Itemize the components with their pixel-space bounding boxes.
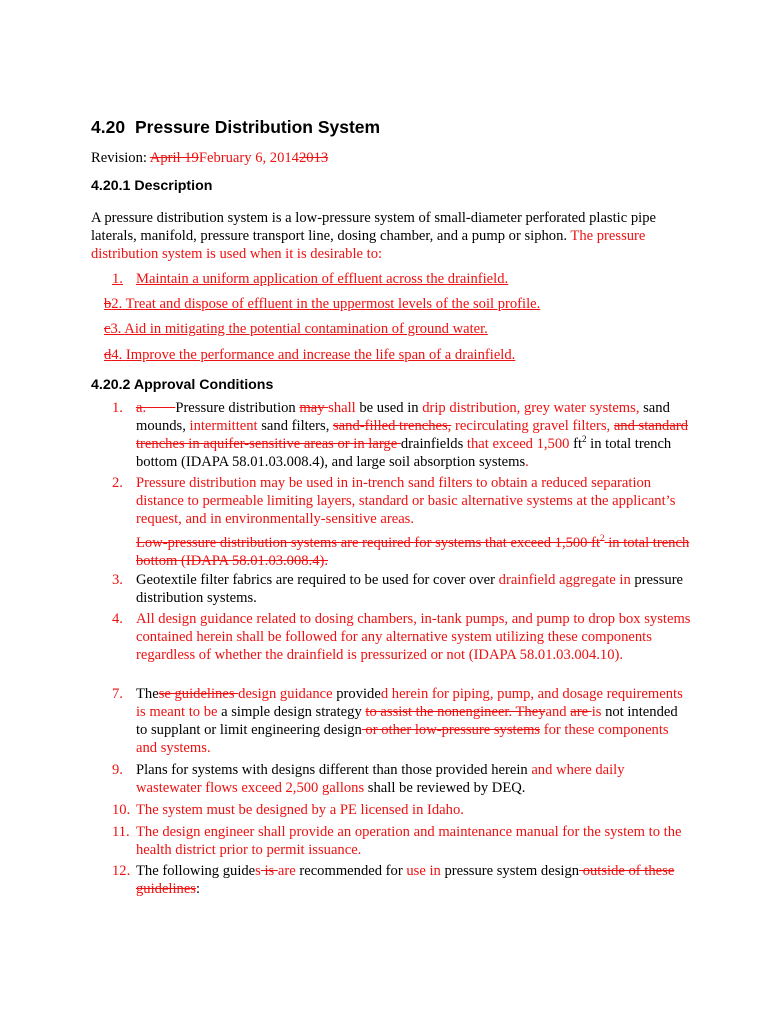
item-text: Pressure distribution may be used in in-trench sand filters to obtain a reduced separation distance to permeable limiting layers, standard or basic alternative systems at the applicant’s request, and in environmentally-sensitive areas. [136,475,676,527]
item-number: 3. [112,572,123,588]
section-number: 4.20 [91,117,126,137]
approval-item-12: 12. The following guides is are recommended for use in pressure system design outside of these guidelines: [112,863,675,897]
desc-item-old-letter: d [104,347,112,363]
old-label: a. [136,400,147,416]
item-number: 10. [112,802,131,818]
desc-list-item [104,320,684,338]
description-paragraph [91,209,686,263]
desc-item-number: 2. [111,296,123,312]
revision-line [91,149,686,167]
revision-new-date: February 6, 2014 [198,150,299,166]
item-text: All design guidance related to dosing chambers, in-tank pumps, and pump to drop box systems contained herein shall be followed for any alternative system utilizing these components regardless of whether the drainfield is pressurized or not (IDAPA 58.01.03.004.10). [136,611,691,663]
desc-item-text: Improve the performance and increase the life span of a drainfield. [125,347,516,363]
description-text: A pressure distribution system is a low-pressure system of small-diameter perforated plastic pipe laterals, manifold, pressure transport line, dosing chamber, and a pump or siphon. [91,210,656,244]
description-text-revised: The pressure distribution system is used when it is desirable to: [91,228,646,262]
item-number: 9. [112,762,123,778]
item-number: 1. [112,400,123,416]
approval-item-9: 9. Plans for systems with designs different than those provided herein and where daily wastewater flows exceed 2,500 gallons shall be reviewed by DEQ. [112,762,625,796]
approval-item-11 [112,823,692,859]
deleted-text: Low-pressure distribution systems are required for systems that exceed 1,500 $ft^2$ in total trench bottom (IDAPA 58.01.03.008.4). [136,533,690,569]
desc-item-number: 3. [110,321,122,337]
desc-item-old-letter: b [104,296,112,312]
approval-item-3: 3. Geotextile filter fabrics are required to be used for cover over drainfield aggregate in pressure distribution systems. [112,572,684,606]
approval-heading: 4.20.2 Approval Conditions [91,377,274,393]
approval-item-4 [112,610,692,664]
item-number: 12. [112,863,131,879]
approval-item-7: 7. These guidelines design guidance provided herein for piping, pump, and dosage requirements is meant to be a simple design strategy to assist the nonengineer. Theyand are is not intended to supplant or limit engineering design or other low-pressure systems for these components and systems. [112,686,683,756]
item-number: 4. [112,611,123,627]
section-title-text: Pressure Distribution System [135,117,381,137]
approval-item-2 [112,474,692,570]
item-number: 2. [112,475,123,491]
item-text: The system must be designed by a PE licensed in Idaho. [136,802,464,818]
approval-item-1: 1. a. Pressure distribution may shall be used in drip distribution, grey water systems, sand mounds, intermittent sand filters, sand-filled trenches, recirculating gravel filters, and standard trenches in aquifer-sensitive areas or in large drainfields that exceed 1,500 $ft^2$ in total trench bottom (IDAPA 58.01.03.008.4), and large soil absorption systems. [112,400,688,470]
desc-item-number: 1. [112,271,123,287]
desc-list-item [112,270,692,288]
section-title [91,116,380,138]
desc-list-item [104,295,684,313]
desc-item-old-letter: c [104,321,111,337]
desc-item-number: 4. [111,347,123,363]
desc-item-text: Maintain a uniform application of effluent across the drainfield. [136,271,509,287]
desc-item-text: Treat and dispose of effluent in the uppermost levels of the soil profile. [125,296,541,312]
approval-item-10 [112,801,692,819]
desc-list-item [104,346,684,364]
desc-item-text: Aid in mitigating the potential contamination of ground water. [124,321,488,337]
revision-label: Revision: [91,150,150,166]
item-number: 11. [112,824,130,840]
item-text: The design engineer shall provide an operation and maintenance manual for the system to the health district prior to permit issuance. [136,824,682,858]
description-heading: 4.20.1 Description [91,178,213,194]
revision-old-year: 2013 [298,150,329,166]
revision-old-date: April 19 [149,150,199,166]
item-number: 7. [112,686,123,702]
